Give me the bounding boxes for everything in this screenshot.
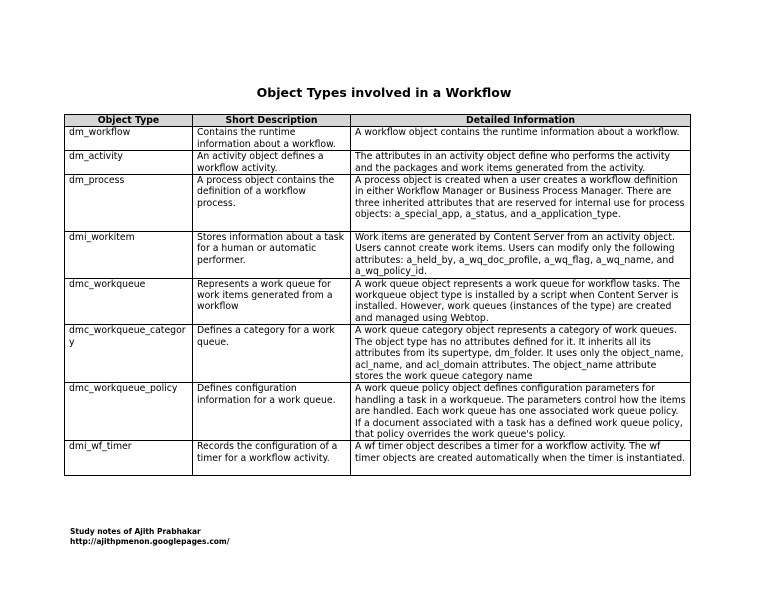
header-object-type: Object Type [65,115,193,127]
table-row [65,175,691,232]
short-description-cell: Contains the runtime information about a workflow. [193,127,351,151]
object-type-cell: dm_process [65,175,193,232]
detailed-information-cell: A work queue object represents a work queue for workflow tasks. The workqueue object type is installed by a script when Content Server is installed. However, work queues (instances of the type) are created and managed using Webtop. [351,278,691,325]
short-description-cell: Stores information about a task for a human or automatic performer. [193,232,351,279]
table-header-row [65,115,691,127]
short-description-cell: An activity object defines a workflow activity. [193,151,351,175]
object-type-cell: dmc_workqueue_policy [65,383,193,441]
table-row [65,278,691,325]
object-type-cell: dmc_workqueue_category [65,325,193,383]
footer-author: Study notes of Ajith Prabhakar [70,527,201,536]
short-description-cell: Records the configuration of a timer for a workflow activity. [193,441,351,476]
detailed-information-cell: A work queue policy object defines configuration parameters for handling a task in a workqueue. The parameters control how the items are handled. Each work queue has one associated work queue policy. If a document associated with a task has a defined work queue policy, that policy overrides the work queue's policy. [351,383,691,441]
detailed-information-cell: A wf timer object describes a timer for a workflow activity. The wf timer objects are created automatically when the timer is instantiated. [351,441,691,476]
footer-url: http://ajithpmenon.googlepages.com/ [70,537,230,546]
object-type-cell: dmi_workitem [65,232,193,279]
detailed-information-cell: The attributes in an activity object define who performs the activity and the packages and work items generated from the activity. [351,151,691,175]
short-description-cell: Represents a work queue for work items generated from a workflow [193,278,351,325]
page-title: Object Types involved in a Workflow [256,85,512,100]
detailed-information-cell: Work items are generated by Content Server from an activity object. Users cannot create work items. Users can modify only the following attributes: a_held_by, a_wq_doc_profile, a_wq_flag, a_wq_name, and a_wq_policy_id. [351,232,691,279]
short-description-cell: Defines a category for a work queue. [193,325,351,383]
object-type-cell: dmi_wf_timer [65,441,193,476]
object-type-cell: dm_workflow [65,127,193,151]
table-row [65,325,691,383]
detailed-information-cell: A work queue category object represents a category of work queues. The object type has no attributes defined for it. It inherits all its attributes from its supertype, dm_folder. It uses only the object_name, acl_name, and acl_domain attributes. The object_name attribute stores the work queue category name [351,325,691,383]
table-row [65,383,691,441]
table-row [65,127,691,151]
short-description-cell: Defines configuration information for a work queue. [193,383,351,441]
object-type-cell: dm_activity [65,151,193,175]
header-detailed-information: Detailed Information [351,115,691,127]
short-description-cell: A process object contains the definition of a workflow process. [193,175,351,232]
detailed-information-cell: A process object is created when a user creates a workflow definition in either Workflow Manager or Business Process Manager. There are three inherited attributes that are reserved for internal use for process objects: a_special_app, a_status, and a_application_type. [351,175,691,232]
table-row [65,441,691,476]
table-row [65,232,691,279]
workflow-object-types-table [64,114,691,476]
header-short-description: Short Description [193,115,351,127]
table-row [65,151,691,175]
detailed-information-cell: A workflow object contains the runtime information about a workflow. [351,127,691,151]
object-type-cell: dmc_workqueue [65,278,193,325]
footer-notes [70,527,230,547]
